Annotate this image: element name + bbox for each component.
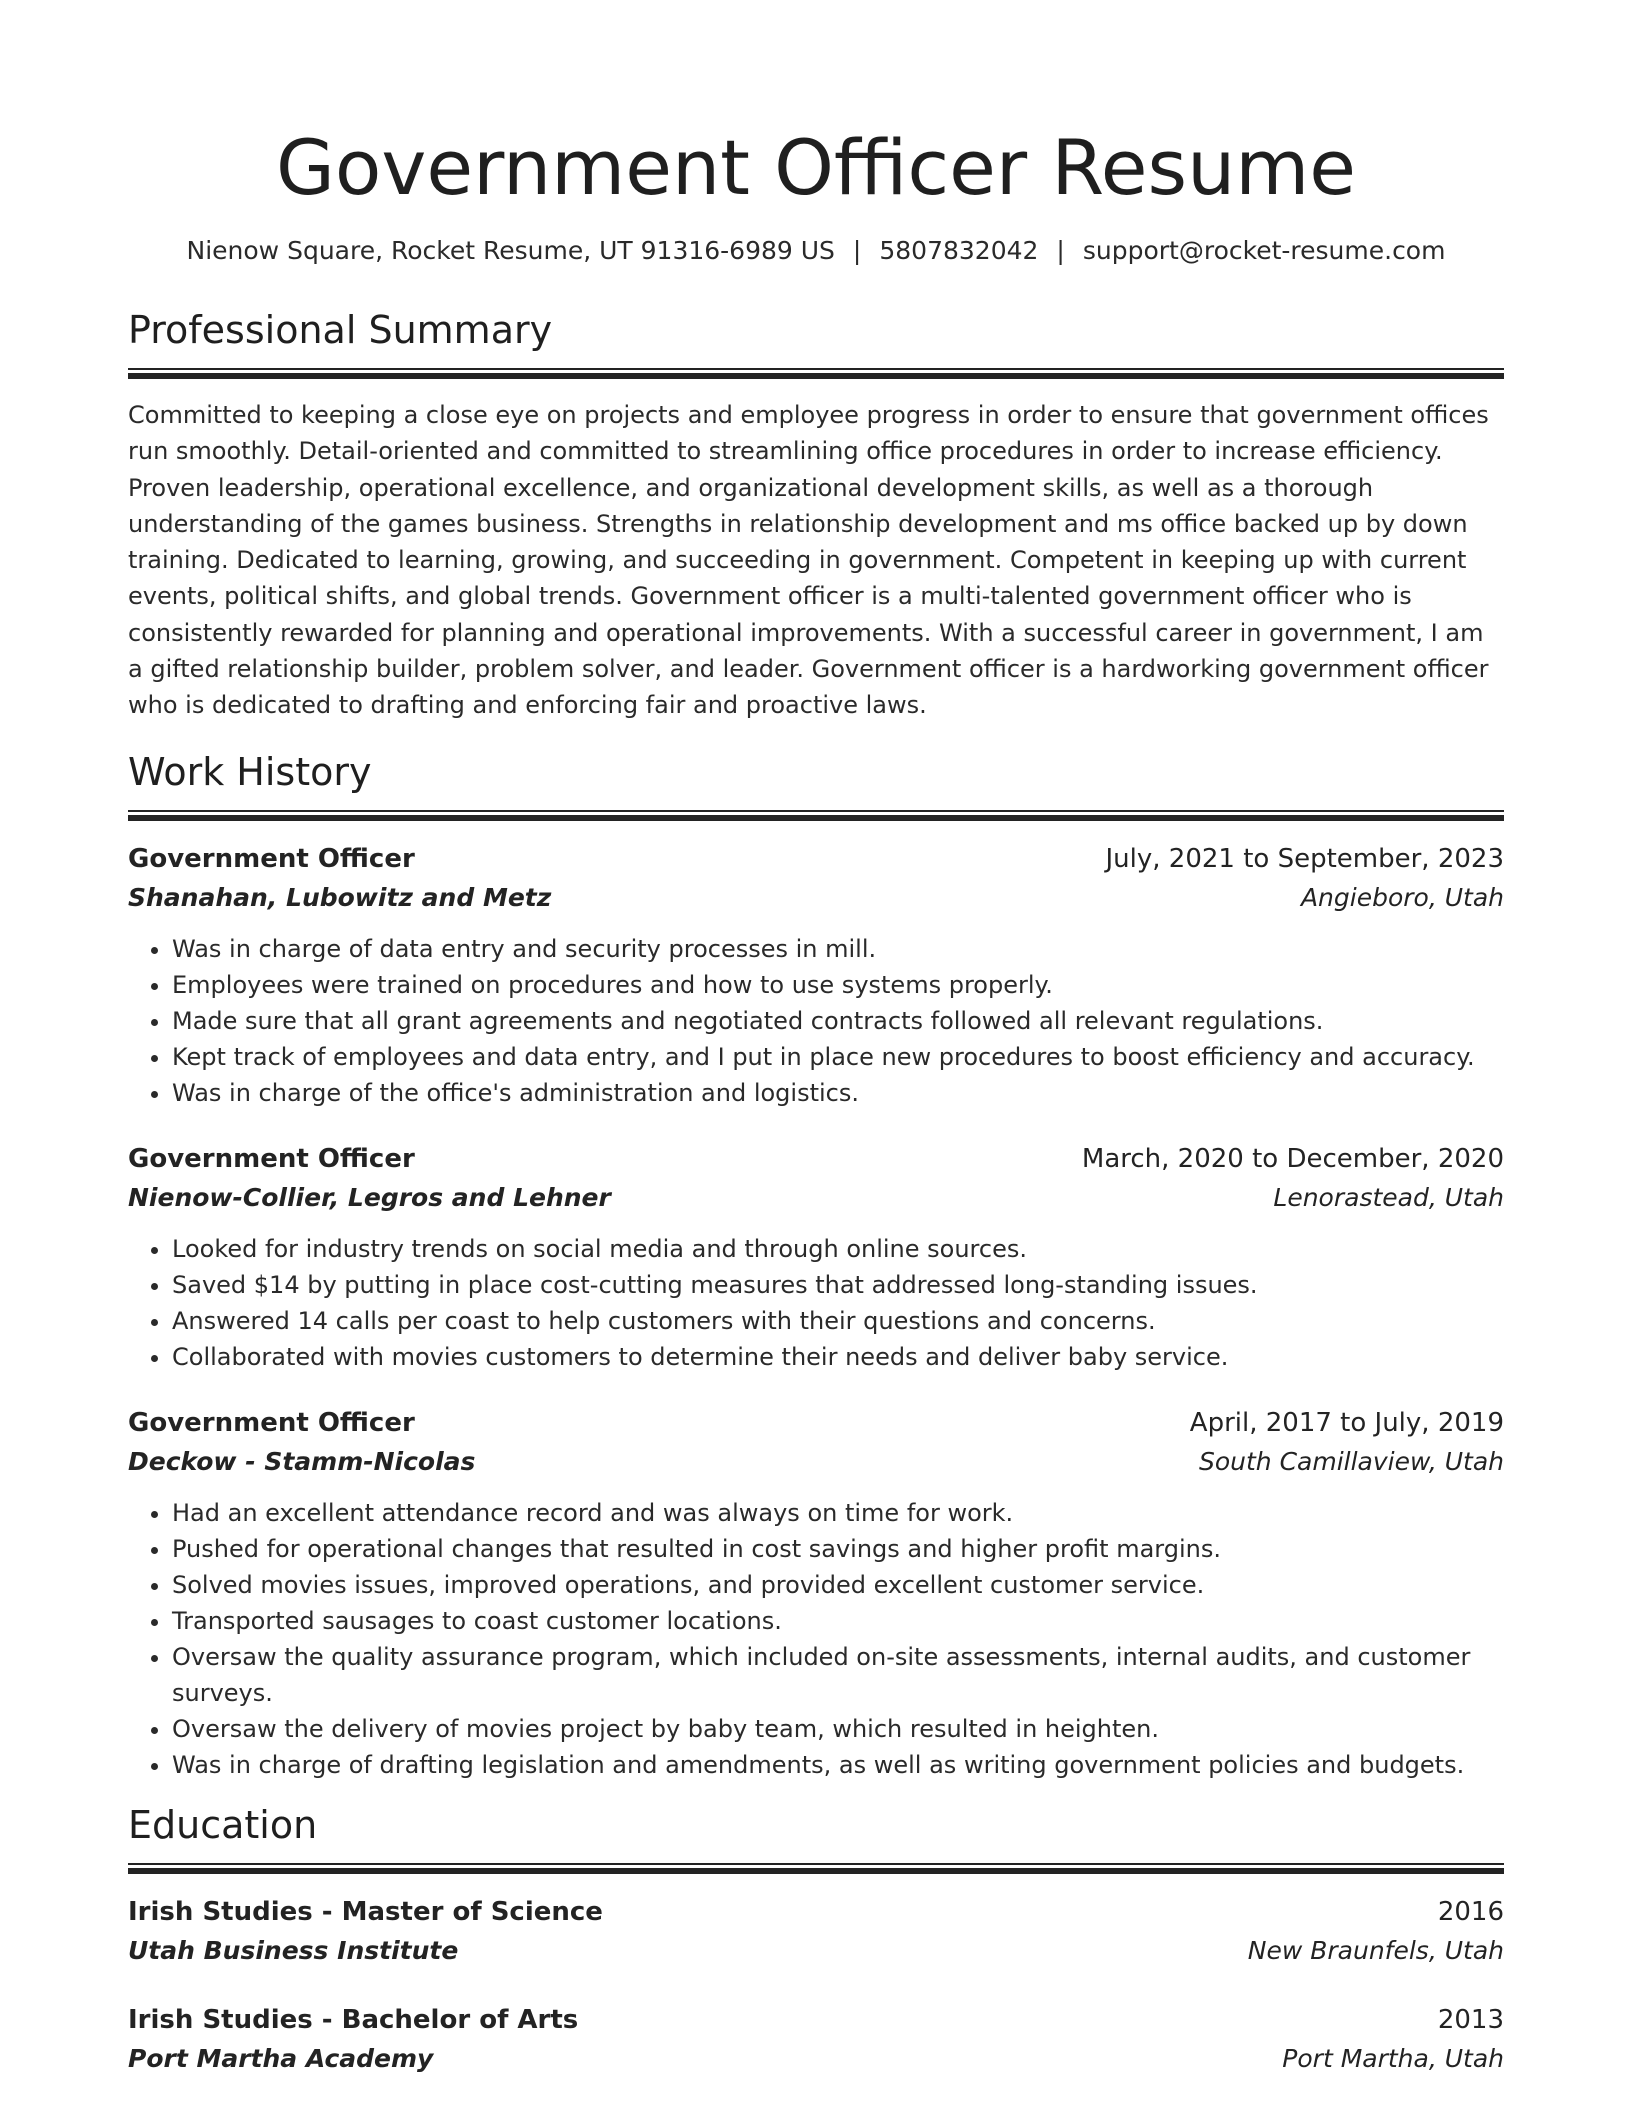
- job-company: Nienow-Collier, Legros and Lehner: [128, 1182, 611, 1212]
- job-company: Shanahan, Lubowitz and Metz: [128, 882, 552, 912]
- job-entry: [128, 1139, 1504, 1375]
- list-item: • Answered 14 calls per coast to help customers with their questions and concerns.: [172, 1303, 1504, 1339]
- list-item: • Saved $14 by putting in place cost-cutting measures that addressed long-standing issues.: [172, 1267, 1504, 1303]
- education-entry: [128, 1892, 1504, 1970]
- education-entry: [128, 2000, 1504, 2078]
- list-item: • Employees were trained on procedures and how to use systems properly.: [172, 967, 1504, 1003]
- job-header-row: [128, 1403, 1504, 1443]
- job-company-row: [128, 1443, 1504, 1481]
- list-item: • Was in charge of data entry and security processes in mill.: [172, 931, 1504, 967]
- education-section: [128, 1801, 1504, 2078]
- section-heading-summary: Professional Summary: [128, 308, 553, 352]
- job-duties-list: [128, 931, 1504, 1111]
- list-item: • Was in charge of the office's administration and logistics.: [172, 1075, 1504, 1111]
- section-divider: [128, 810, 1504, 821]
- summary-paragraph: Committed to keeping a close eye on projects and employee progress in order to ensure that government offices run smoothly. Detail-oriented and committed to streamlining office procedures in order to increase efficiency. Proven leadership, operational excellence, and organizational development skills, as well as a thorough understanding of the games business. Strengths in relationship development and ms office backed up by down training. Dedicated to learning, growing, and succeeding in government. Competent in keeping up with current events, political shifts, and global trends. Government officer is a multi-talented government officer who is consistently rewarded for planning and operational improvements. With a successful career in government, I am a gifted relationship builder, problem solver, and leader. Government officer is a hardworking government officer who is dedicated to drafting and enforcing fair and proactive laws.: [128, 401, 1489, 720]
- contact-separator: |: [852, 236, 862, 265]
- education-school: Utah Business Institute: [128, 1935, 459, 1965]
- contact-separator: |: [1056, 236, 1065, 265]
- education-degree: Irish Studies - Bachelor of Arts: [128, 2004, 579, 2035]
- resume-title: Government Officer Resume: [275, 123, 1357, 212]
- education-degree: Irish Studies - Master of Science: [128, 1896, 603, 1927]
- job-title: Government Officer: [128, 1143, 415, 1174]
- job-dates: April, 2017 to July, 2019: [1189, 1407, 1504, 1438]
- list-item: • Was in charge of drafting legislation and amendments, as well as writing government policies and budgets.: [172, 1747, 1504, 1783]
- education-year: 2016: [1437, 1896, 1504, 1927]
- list-item: • Had an excellent attendance record and was always on time for work.: [172, 1495, 1504, 1531]
- section-heading-work-history: Work History: [128, 749, 372, 794]
- education-header-row: [128, 1892, 1504, 1932]
- list-item: • Made sure that all grant agreements and negotiated contracts followed all relevant regulations.: [172, 1003, 1504, 1039]
- job-duties-list: [128, 1231, 1504, 1375]
- job-company-row: [128, 1179, 1504, 1217]
- section-divider: [128, 1863, 1504, 1874]
- education-school-row: [128, 1932, 1504, 1970]
- list-item: • Solved movies issues, improved operations, and provided excellent customer service.: [172, 1567, 1504, 1603]
- job-title: Government Officer: [128, 1407, 415, 1438]
- job-dates: July, 2021 to September, 2023: [1105, 843, 1504, 874]
- section-heading-education: Education: [128, 1802, 318, 1847]
- list-item: • Oversaw the delivery of movies project by baby team, which resulted in heighten.: [172, 1711, 1504, 1747]
- list-item: • Transported sausages to coast customer locations.: [172, 1603, 1504, 1639]
- job-header-row: [128, 839, 1504, 879]
- contact-phone: 5807832042: [879, 236, 1039, 265]
- list-item: • Kept track of employees and data entry, and I put in place new procedures to boost efficiency and accuracy.: [172, 1039, 1504, 1075]
- list-item: • Pushed for operational changes that resulted in cost savings and higher profit margins.: [172, 1531, 1504, 1567]
- education-location: Port Martha, Utah: [1282, 2043, 1504, 2073]
- job-company: Deckow - Stamm-Nicolas: [128, 1446, 476, 1476]
- list-item: • Collaborated with movies customers to determine their needs and deliver baby service.: [172, 1339, 1504, 1375]
- education-school: Port Martha Academy: [128, 2043, 434, 2073]
- job-location: Angieboro, Utah: [1300, 882, 1504, 912]
- job-location: Lenorastead, Utah: [1273, 1182, 1504, 1212]
- job-dates: March, 2020 to December, 2020: [1081, 1143, 1504, 1174]
- education-header-row: [128, 2000, 1504, 2040]
- contact-address: Nienow Square, Rocket Resume, UT 91316-6989 US: [186, 236, 835, 265]
- job-entry: [128, 1403, 1504, 1783]
- education-school-row: [128, 2040, 1504, 2078]
- job-title: Government Officer: [128, 843, 415, 874]
- job-company-row: [128, 879, 1504, 917]
- summary-section: [128, 306, 1504, 724]
- resume-page: [128, 0, 1504, 2078]
- education-location: New Braunfels, Utah: [1247, 1935, 1504, 1965]
- job-entry: [128, 839, 1504, 1111]
- job-location: South Camillaview, Utah: [1198, 1446, 1504, 1476]
- job-header-row: [128, 1139, 1504, 1179]
- list-item: • Looked for industry trends on social media and through online sources.: [172, 1231, 1504, 1267]
- education-year: 2013: [1437, 2004, 1504, 2035]
- contact-email: support@rocket-resume.com: [1082, 236, 1446, 265]
- section-divider: [128, 368, 1504, 379]
- work-history-section: [128, 748, 1504, 1783]
- contact-line: [128, 234, 1504, 268]
- job-duties-list: [128, 1495, 1504, 1783]
- list-item: • Oversaw the quality assurance program, which included on-site assessments, internal audits, and customer surveys.: [172, 1639, 1504, 1711]
